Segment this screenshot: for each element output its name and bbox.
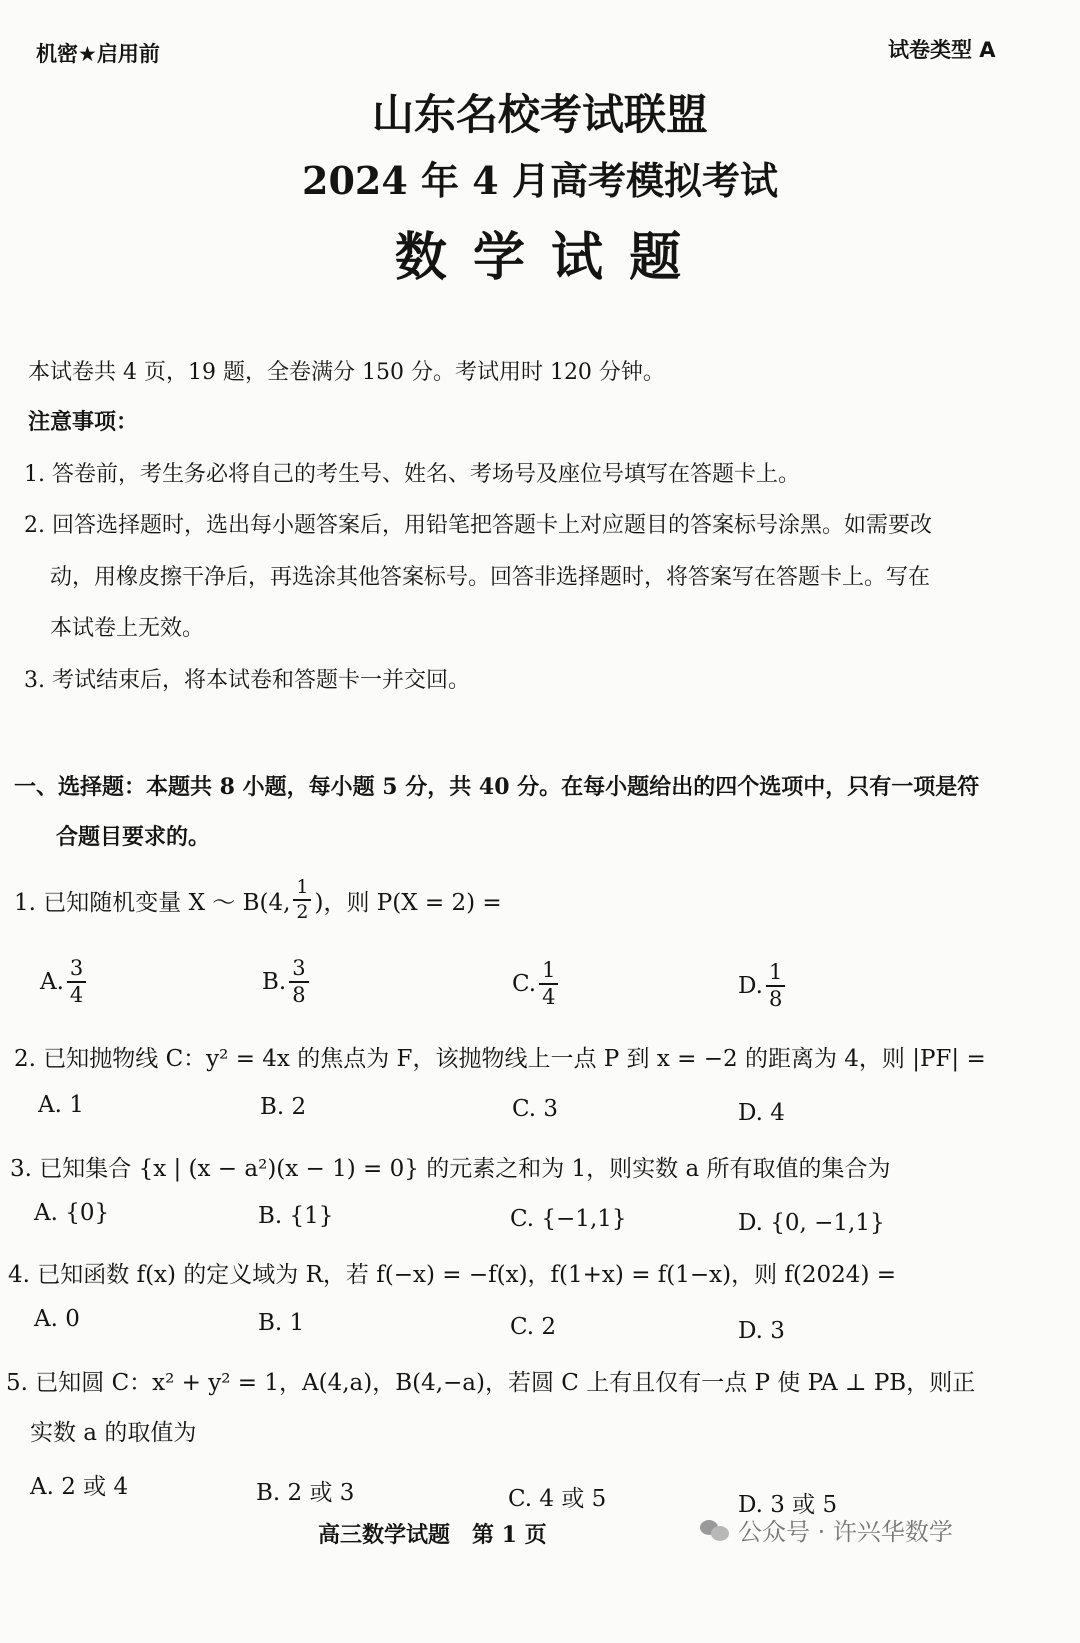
watermark: [700, 1512, 953, 1547]
question-4-option-c: C. 2: [510, 1314, 557, 1340]
question-2-option-a: A. 1: [38, 1092, 84, 1118]
option-fraction: [539, 960, 558, 1008]
notice-item-1: 1. 答卷前，考生务必将自己的考生号、姓名、考场号及座位号填写在答题卡上。: [24, 462, 800, 487]
option-fraction: [67, 958, 86, 1006]
question-4-option-a: A. 0: [34, 1306, 80, 1332]
watermark-text: 公众号 · 许兴华数学: [738, 1518, 953, 1546]
question-2-option-c: C. 3: [512, 1096, 559, 1122]
page-footer: 高三数学试题 第 1 页: [318, 1522, 547, 1548]
section-1-heading-line-1: 一、选择题：本题共 8 小题，每小题 5 分，共 40 分。在每小题给出的四个选项中，只有一项是符: [14, 774, 980, 800]
paper-type-label: 试卷类型 A: [888, 38, 996, 62]
option-fraction: [766, 962, 785, 1010]
notice-heading: 注意事项：: [28, 409, 139, 435]
question-5-option-c: C. 4 或 5: [508, 1486, 607, 1512]
question-3-option-c: C. {−1,1}: [510, 1206, 627, 1232]
question-2-option-d: D. 4: [738, 1100, 785, 1126]
question-3-option-a: A. {0}: [34, 1200, 110, 1226]
exam-union-title: 山东名校考试联盟: [371, 90, 708, 139]
option-label: A.: [40, 969, 64, 995]
wechat-icon: [700, 1518, 730, 1542]
fraction-numerator: 3: [67, 958, 86, 983]
fraction-denominator: 4: [542, 985, 556, 1009]
question-5-option-a: A. 2 或 4: [30, 1474, 129, 1500]
question-4-option-b: B. 1: [258, 1310, 305, 1336]
question-1-fraction: [293, 878, 311, 922]
fraction-denominator: 2: [296, 901, 309, 923]
question-5-option-d: D. 3 或 5: [738, 1492, 838, 1518]
question-5-stem-line-1: 5. 已知圆 C：x² + y² = 1，A(4,a)，B(4,−a)，若圆 C 上有且仅有一点 P 使 PA ⊥ PB，则正: [6, 1370, 976, 1396]
notice-item-2-line-2: 动，用橡皮擦干净后，再选涂其他答案标号。回答非选择题时，将答案写在答题卡上。写在: [50, 565, 931, 590]
subject-title: 数 学 试 题: [394, 227, 686, 288]
question-1-option-d: [738, 962, 788, 1010]
question-1-option-a: [40, 958, 89, 1006]
question-3-option-b: B. {1}: [258, 1203, 334, 1229]
notice-item-2-line-1: 2. 回答选择题时，选出每小题答案后，用铅笔把答题卡上对应题目的答案标号涂黑。如需要改: [24, 513, 932, 538]
option-label: B.: [262, 969, 287, 995]
question-1-stem-part-b: )，则 P(X = 2) =: [314, 889, 502, 916]
option-label: C.: [512, 971, 537, 997]
fraction-denominator: 8: [768, 987, 783, 1011]
exam-date-title: 2024 年 4 月高考模拟考试: [302, 158, 778, 203]
option-label: D.: [738, 973, 763, 999]
notice-item-2-line-3: 本试卷上无效。: [50, 616, 205, 641]
fraction-denominator: 4: [69, 983, 84, 1007]
notice-item-3: 3. 考试结束后，将本试卷和答题卡一并交回。: [24, 668, 470, 693]
section-1-heading-line-2: 合题目要求的。: [56, 824, 211, 850]
confidential-label: 机密★启用前: [36, 42, 160, 66]
question-4-stem: 4. 已知函数 f(x) 的定义域为 R，若 f(−x) = −f(x)，f(1+x) = f(1−x)，则 f(2024) =: [8, 1262, 896, 1288]
question-2-option-b: B. 2: [260, 1094, 307, 1120]
question-1-stem-part-a: 1. 已知随机变量 X ～ B(4,: [14, 889, 291, 916]
question-3-stem: 3. 已知集合 {x | (x − a²)(x − 1) = 0} 的元素之和为 1，则实数 a 所有取值的集合为: [10, 1156, 891, 1182]
fraction-numerator: 1: [766, 962, 785, 987]
fraction-denominator: 8: [292, 983, 306, 1007]
question-5-option-b: B. 2 或 3: [256, 1480, 355, 1506]
question-1-stem: [14, 878, 502, 922]
fraction-numerator: 1: [293, 878, 311, 901]
question-2-stem: 2. 已知抛物线 C：y² = 4x 的焦点为 F，该抛物线上一点 P 到 x = −2 的距离为 4，则 |PF| =: [14, 1046, 986, 1072]
question-5-stem-line-2: 实数 a 的取值为: [30, 1420, 197, 1446]
fraction-numerator: 3: [289, 958, 308, 983]
question-1-option-c: [512, 960, 561, 1008]
exam-intro: 本试卷共 4 页，19 题，全卷满分 150 分。考试用时 120 分钟。: [28, 360, 665, 385]
question-4-option-d: D. 3: [738, 1318, 785, 1344]
question-1-option-b: [262, 958, 312, 1006]
option-fraction: [289, 958, 308, 1006]
fraction-numerator: 1: [539, 960, 558, 985]
question-3-option-d: D. {0, −1,1}: [738, 1210, 885, 1236]
